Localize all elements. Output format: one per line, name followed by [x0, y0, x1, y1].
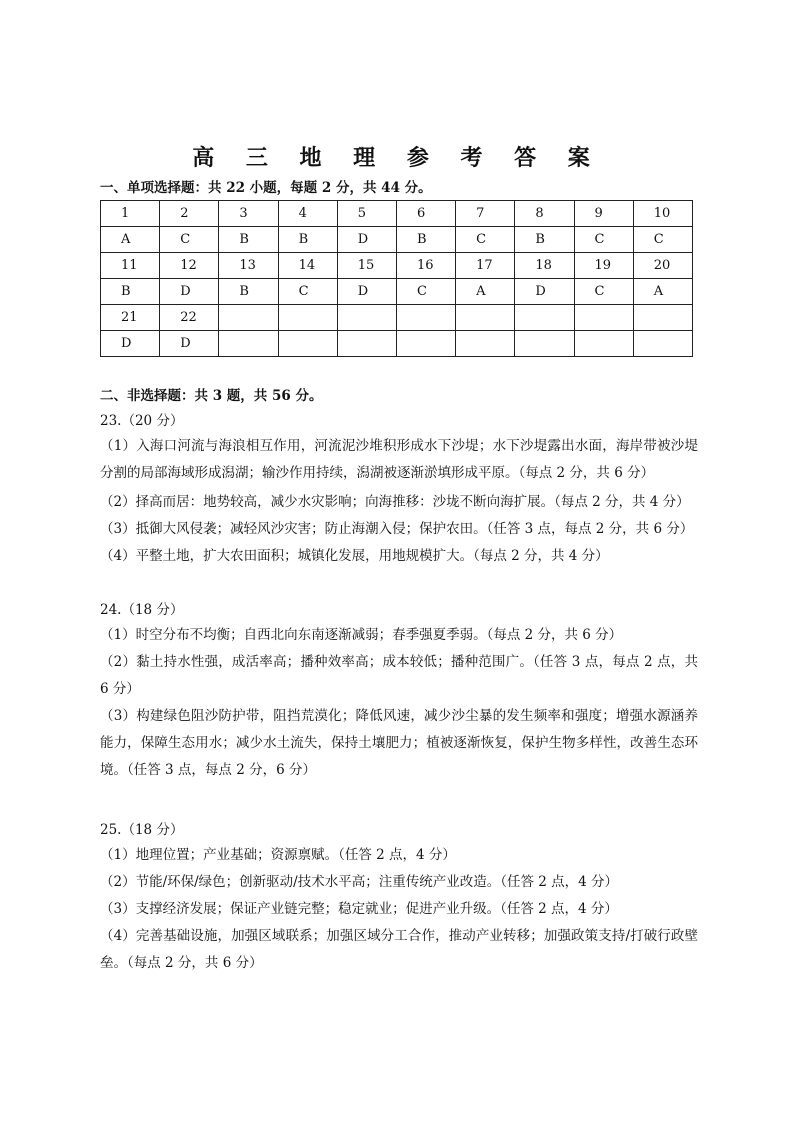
question-23-part-1: （1）入海口河流与海浪相互作用，河流泥沙堆积形成水下沙堤；水下沙堤露出水面，海岸带被沙堤分割的局部海域形成潟湖；输沙作用持续，潟湖被逐渐淤填形成平原。（每点 2 分，共 6 分）: [100, 438, 698, 481]
table-cell: 19: [574, 253, 633, 279]
table-cell: C: [396, 279, 455, 305]
table-cell: B: [219, 227, 278, 253]
table-cell: [633, 305, 692, 331]
table-row: [101, 253, 693, 279]
table-cell: 16: [396, 253, 455, 279]
table-cell: D: [101, 331, 160, 357]
table-cell: 8: [515, 201, 574, 227]
section-1-heading: 一、单项选择题：共 22 小题，每题 2 分，共 44 分。: [100, 180, 432, 196]
table-cell: A: [456, 279, 515, 305]
question-23-part-3: （3）抵御大风侵袭；减轻风沙灾害；防止海潮入侵；保护农田。（任答 3 点，每点 2 分，共 6 分）: [100, 521, 694, 537]
table-cell: B: [396, 227, 455, 253]
table-cell: A: [101, 227, 160, 253]
table-cell: C: [633, 227, 692, 253]
question-23-part-4: （4）平整土地，扩大农田面积；城镇化发展，用地规模扩大。（每点 2 分，共 4 分）: [100, 548, 609, 564]
table-cell: [337, 305, 396, 331]
table-cell: C: [278, 279, 337, 305]
question-25-part-2: （2）节能/环保/绿色；创新驱动/技术水平高；注重传统产业改造。（任答 2 点，4 分）: [100, 874, 619, 890]
question-25-part-4: （4）完善基础设施，加强区域联系；加强区域分工合作，推动产业转移；加强政策支持/打破行政壁垒。（每点 2 分，共 6 分）: [100, 928, 698, 971]
table-cell: B: [101, 279, 160, 305]
table-cell: D: [337, 227, 396, 253]
table-cell: 20: [633, 253, 692, 279]
page-title: 高 三 地 理 参 考 答 案: [192, 145, 602, 171]
table-cell: 1: [101, 201, 160, 227]
table-row: [101, 331, 693, 357]
table-cell: D: [160, 331, 219, 357]
question-24-part-3: （3）构建绿色阻沙防护带，阻挡荒漠化；降低风速，减少沙尘暴的发生频率和强度；增强水源涵养能力，保障生态用水；减少水土流失，保持土壤肥力；植被逐渐恢复，保护生物多样性，改善生态环境。（任答 3 点，每点 2 分，6 分）: [100, 708, 698, 778]
table-cell: A: [633, 279, 692, 305]
question-24-part-2: （2）黏土持水性强，成活率高；播种效率高；成本较低；播种范围广。（任答 3 点，每点 2 点，共 6 分）: [100, 654, 698, 697]
table-cell: 10: [633, 201, 692, 227]
table-cell: C: [160, 227, 219, 253]
table-cell: 4: [278, 201, 337, 227]
table-cell: 11: [101, 253, 160, 279]
table-cell: [515, 331, 574, 357]
table-cell: D: [160, 279, 219, 305]
table-row: [101, 305, 693, 331]
table-cell: 12: [160, 253, 219, 279]
table-cell: [278, 305, 337, 331]
table-cell: 3: [219, 201, 278, 227]
table-cell: 5: [337, 201, 396, 227]
table-cell: C: [574, 279, 633, 305]
table-cell: [278, 331, 337, 357]
table-cell: [396, 305, 455, 331]
table-cell: D: [337, 279, 396, 305]
table-row: [101, 201, 693, 227]
table-cell: 13: [219, 253, 278, 279]
table-cell: 9: [574, 201, 633, 227]
question-25-part-1: （1）地理位置；产业基础；资源禀赋。（任答 2 点，4 分）: [100, 847, 456, 863]
table-cell: 7: [456, 201, 515, 227]
table-cell: 18: [515, 253, 574, 279]
table-cell: 17: [456, 253, 515, 279]
table-cell: 2: [160, 201, 219, 227]
table-cell: [396, 331, 455, 357]
question-23-number: 23.（20 分）: [100, 413, 184, 429]
table-cell: C: [574, 227, 633, 253]
table-cell: 21: [101, 305, 160, 331]
table-cell: 14: [278, 253, 337, 279]
table-cell: [456, 331, 515, 357]
question-24-number: 24.（18 分）: [100, 602, 184, 618]
table-cell: 15: [337, 253, 396, 279]
answer-table: [100, 200, 693, 357]
question-25-part-3: （3）支撑经济发展；保证产业链完整；稳定就业；促进产业升级。（任答 2 点，4 分）: [100, 901, 618, 917]
table-cell: [219, 331, 278, 357]
table-cell: [456, 305, 515, 331]
table-cell: D: [515, 279, 574, 305]
table-cell: [515, 305, 574, 331]
table-cell: 22: [160, 305, 219, 331]
table-cell: B: [278, 227, 337, 253]
table-row: [101, 279, 693, 305]
table-cell: C: [456, 227, 515, 253]
question-25-number: 25.（18 分）: [100, 822, 184, 838]
table-cell: [574, 305, 633, 331]
question-23-part-2: （2）择高而居：地势较高，减少水灾影响；向海推移：沙垅不断向海扩展。（每点 2 分，共 4 分）: [100, 494, 690, 510]
table-cell: 6: [396, 201, 455, 227]
table-cell: [633, 331, 692, 357]
table-row: [101, 227, 693, 253]
section-2-heading: 二、非选择题：共 3 题，共 56 分。: [100, 388, 323, 404]
question-24-part-1: （1）时空分布不均衡；自西北向东南逐渐减弱；春季强夏季弱。（每点 2 分，共 6 分）: [100, 627, 623, 643]
table-cell: [219, 305, 278, 331]
table-cell: B: [515, 227, 574, 253]
table-cell: [574, 331, 633, 357]
table-cell: B: [219, 279, 278, 305]
table-cell: [337, 331, 396, 357]
